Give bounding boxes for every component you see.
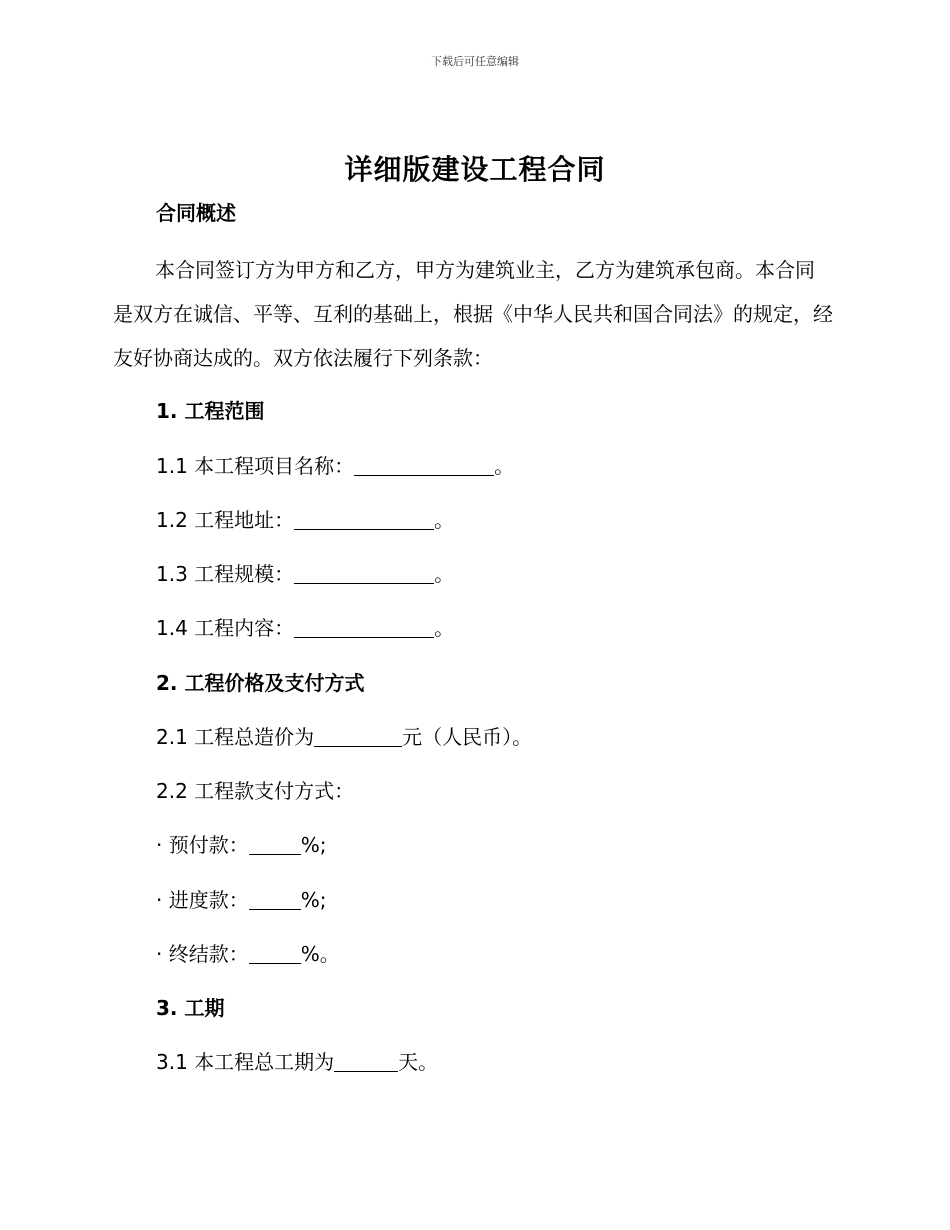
item-suffix: %。 [300,942,340,966]
item-label: · 进度款： [156,888,249,912]
item-suffix: %; [300,833,327,857]
item-label: 2.1 工程总造价为 [156,725,315,749]
payment-advance [156,831,326,859]
item-3-1 [156,1048,438,1076]
item-1-1 [156,452,514,480]
section-2-heading: 2. 工程价格及支付方式 [156,671,365,695]
item-label: 1.3 工程规模： [156,562,295,586]
item-2-1 [156,723,532,751]
payment-progress [156,886,326,914]
blank-field[interactable] [249,834,301,855]
blank-field[interactable] [354,455,494,476]
item-label: 1.4 工程内容： [156,616,295,640]
item-label: · 终结款： [156,942,249,966]
item-1-3 [156,560,454,588]
item-suffix: 。 [434,562,455,586]
item-label: · 预付款： [156,833,249,857]
item-2-2: 2.2 工程款支付方式： [156,779,355,803]
blank-field[interactable] [294,509,434,530]
item-label: 1.2 工程地址： [156,508,295,532]
blank-field[interactable] [249,889,301,910]
overview-heading: 合同概述 [156,201,236,225]
item-suffix: 。 [434,616,455,640]
item-suffix: %; [300,888,327,912]
blank-field[interactable] [314,726,402,747]
item-1-4 [156,614,454,642]
overview-paragraph: 本合同签订方为甲方和乙方，甲方为建筑业主，乙方为建筑承包商。本合同是双方在诚信、平等、互利的基础上，根据《中华人民共和国合同法》的规定，经友好协商达成的。双方依法履行下列条款： [113,258,833,370]
blank-field[interactable] [334,1051,398,1072]
item-1-2 [156,506,454,534]
item-label: 3.1 本工程总工期为 [156,1050,335,1074]
section-3-heading: 3. 工期 [156,996,225,1020]
document-title: 详细版建设工程合同 [344,153,606,186]
section-1-heading: 1. 工程范围 [156,399,265,423]
item-suffix: 元（人民币）。 [402,725,533,749]
item-suffix: 。 [494,454,515,478]
item-suffix: 天。 [398,1050,439,1074]
blank-field[interactable] [249,943,301,964]
item-label: 1.1 本工程项目名称： [156,454,355,478]
payment-final [156,940,340,968]
blank-field[interactable] [294,563,434,584]
header-note: 下载后可任意编辑 [431,55,519,68]
blank-field[interactable] [294,617,434,638]
item-suffix: 。 [434,508,455,532]
